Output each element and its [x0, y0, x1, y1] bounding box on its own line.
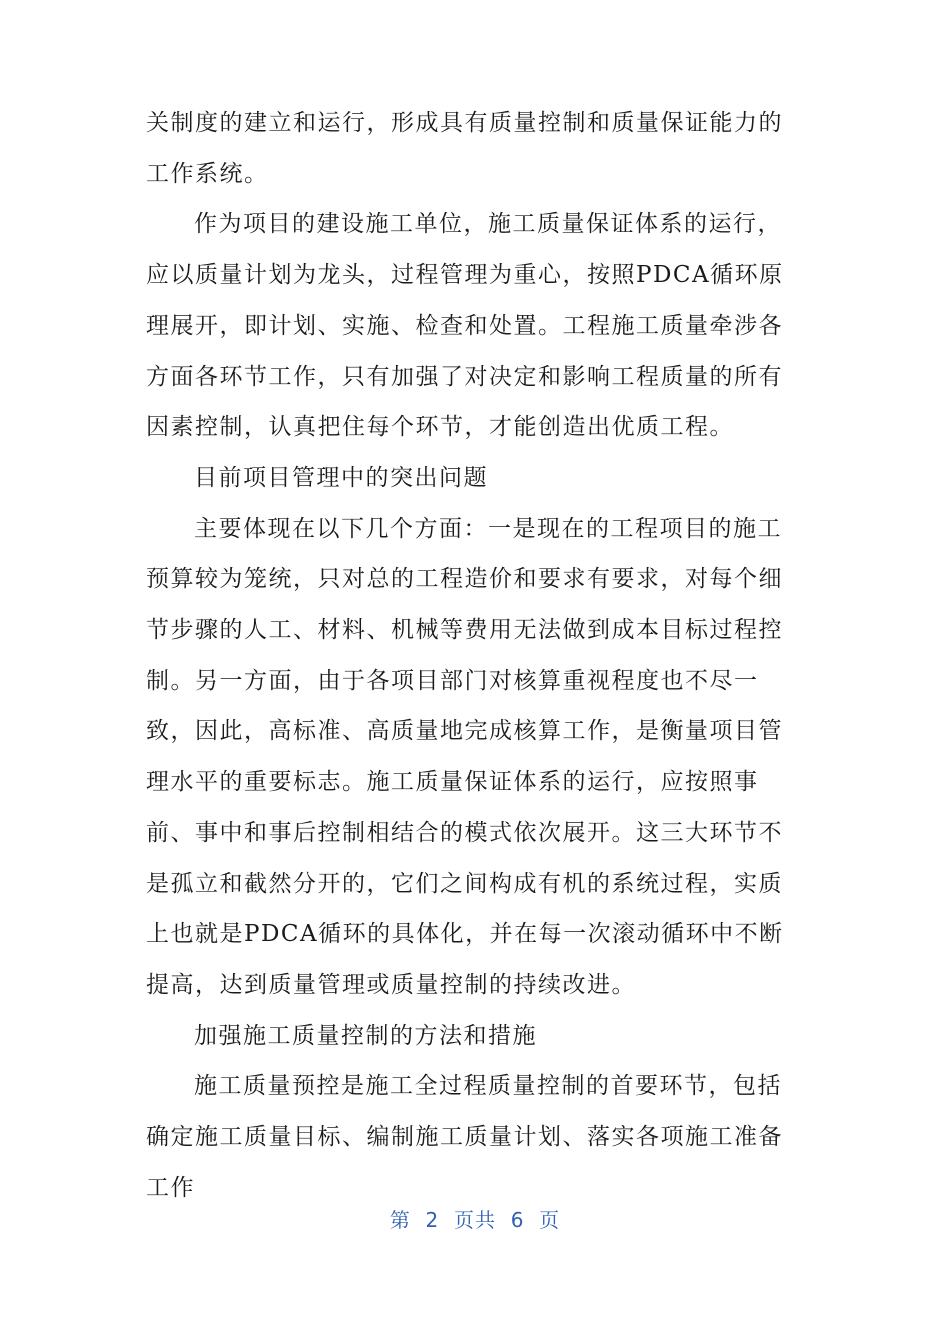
paragraph-problems: 主要体现在以下几个方面：一是现在的工程项目的施工预算较为笼统，只对总的工程造价和要求有要求，对每个细节步骤的人工、材料、机械等费用无法做到成本目标过程控制。另一方面，由于各项目部门对核算重视程度也不尽一致，因此，高标准、高质量地完成核算工作，是衡量项目管理水平的重要标志。施工质量保证体系的运行，应按照事前、事中和事后控制相结合的模式依次展开。这三大环节不是孤立和截然分开的，它们之间构成有机的系统过程，实质上也就是PDCA循环的具体化，并在每一次滚动循环中不断提高，达到质量管理或质量控制的持续改进。: [146, 515, 784, 998]
document-body: [146, 98, 806, 1213]
paragraph-continuation: 关制度的建立和运行，形成具有质量控制和质量保证能力的工作系统。: [146, 110, 783, 187]
paragraph-quality-system: 作为项目的建设施工单位，施工质量保证体系的运行，应以质量计划为龙头，过程管理为重心，按照PDCA循环原理展开，即计划、实施、检查和处置。工程施工质量牵涉各方面各环节工作，只有加强了对决定和影响工程质量的所有因素控制，认真把住每个环节，才能创造出优质工程。: [146, 211, 784, 441]
paragraph-methods: 施工质量预控是施工全过程质量控制的首要环节，包括确定施工质量目标、编制施工质量计划、落实各项施工准备工作: [146, 1073, 783, 1201]
page-number-footer: 第 2 页共 6 页: [389, 1208, 561, 1232]
section-heading-methods: 加强施工质量控制的方法和措施: [194, 1022, 537, 1049]
section-heading-problems: 目前项目管理中的突出问题: [194, 464, 488, 491]
